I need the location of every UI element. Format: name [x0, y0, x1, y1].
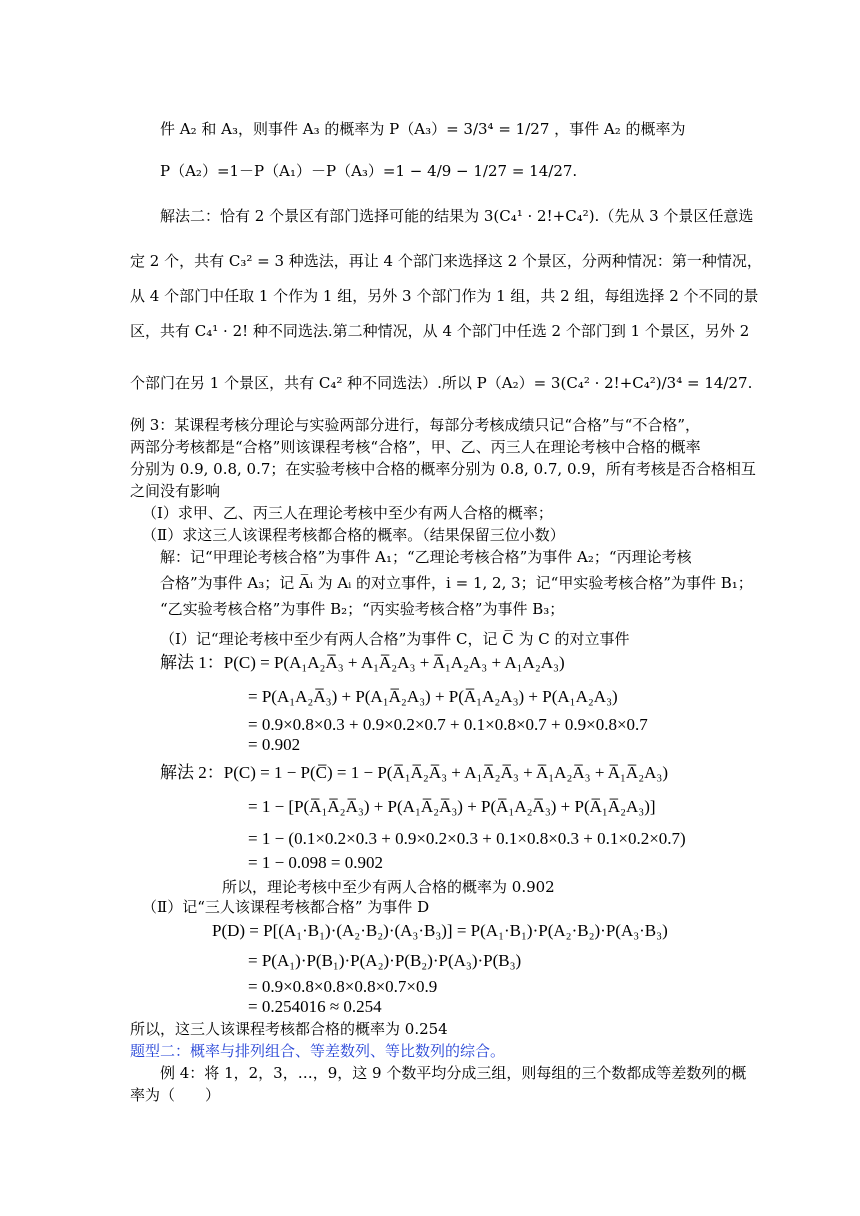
question-1: （Ⅰ）求甲、乙、丙三人在理论考核中至少有两人合格的概率； — [142, 504, 553, 522]
math-line: = 1 − [P(A̅₁A̅₂A̅₃) + P(A₁A̅₂A̅₃) + P(A̅₁A₂A̅₃) + P(A̅₁A̅₂A₃)] — [248, 797, 656, 816]
text-line: 解法二：恰有 2 个景区有部门选择可能的结果为 3(C₄¹ · 2!+C₄²).（先从 3 个景区任意选 — [160, 207, 754, 225]
math-line: = P(A₁A₂A̅₃) + P(A₁A̅₂A₃) + P(A̅₁A₂A₃) + P(A₁A₂A₃) — [248, 687, 618, 706]
example-4-line: 例 4：将 1，2，3，…，9，这 9 个数平均分成三组，则每组的三个数都成等差数列的概 — [160, 1064, 747, 1082]
math-line: = P(A₁)·P(B₁)·P(A₂)·P(B₂)·P(A₃)·P(B₃) — [248, 951, 522, 970]
conclusion-line: 所以，理论考核中至少有两人合格的概率为 0.902 — [222, 878, 555, 896]
math-line: = 0.254016 ≈ 0.254 — [248, 997, 382, 1016]
example-3-line: 例 3：某课程考核分理论与实验两部分进行，每部分考核成绩只记“合格”与“不合格”， — [130, 416, 700, 434]
math-line: 解法 1：P(C) = P(A₁A₂A̅₃ + A₁A̅₂A₃ + A̅₁A₂A₃ + A₁A₂A₃) — [160, 653, 565, 672]
math-line: = 1 − 0.098 = 0.902 — [248, 853, 384, 872]
solution-line: （Ⅰ）记“理论考核中至少有两人合格”为事件 C，记 C̅ 为 C 的对立事件 — [160, 630, 630, 648]
math-line: P(D) = P[(A₁·B₁)·(A₂·B₂)·(A₃·B₃)] = P(A₁·B₁)·P(A₂·B₂)·P(A₃·B₃) — [212, 921, 668, 940]
solution-line: 解：记“甲理论考核合格”为事件 A₁；“乙理论考核合格”为事件 A₂；“丙理论考核 — [160, 548, 692, 566]
conclusion-line: 所以，这三人该课程考核都合格的概率为 0.254 — [130, 1020, 448, 1038]
text-line: 区，共有 C₄¹ · 2! 种不同选法.第二种情况，从 4 个部门中任选 2 个部门到 1 个景区，另外 2 — [130, 322, 750, 340]
question-2-solution: （Ⅱ）记“三人该课程考核都合格” 为事件 D — [142, 898, 430, 916]
text-line: P（A₂）=1－P（A₁）－P（A₃）=1 − 4/9 − 1/27 = 14/27. — [160, 162, 578, 180]
example-3-line: 分别为 0.9, 0.8, 0.7；在实验考核中合格的概率分别为 0.8, 0.7, 0.9，所有考核是否合格相互 — [130, 460, 756, 478]
math-line: 解法 2：P(C) = 1 − P(C̅) = 1 − P(A̅₁A̅₂A̅₃ + A₁A̅₂A̅₃ + A̅₁A₂A̅₃ + A̅₁A̅₂A₃) — [160, 763, 668, 782]
section-heading: 题型二：概率与排列组合、等差数列、等比数列的综合。 — [130, 1042, 506, 1060]
question-2: （Ⅱ）求这三人该课程考核都合格的概率。（结果保留三位小数） — [142, 526, 565, 544]
math-line: = 0.902 — [248, 735, 301, 754]
math-line: = 1 − (0.1×0.2×0.3 + 0.9×0.2×0.3 + 0.1×0.8×0.3 + 0.1×0.2×0.7) — [248, 829, 686, 848]
example-4-line: 率为（ ） — [130, 1086, 221, 1104]
example-3-line: 两部分考核都是“合格”则该课程考核“合格”，甲、乙、丙三人在理论考核中合格的概率 — [130, 438, 701, 456]
text-line: 从 4 个部门中任取 1 个作为 1 组，另外 3 个部门作为 1 组，共 2 组，每组选择 2 个不同的景 — [130, 287, 759, 305]
example-3-line: 之间没有影响 — [130, 482, 221, 500]
text-line: 件 A₂ 和 A₃，则事件 A₃ 的概率为 P（A₃）= 3/3⁴ = 1/27 ，事件 A₂ 的概率为 — [160, 120, 686, 138]
solution-line: “乙实验考核合格”为事件 B₂；“丙实验考核合格”为事件 B₃； — [160, 600, 565, 618]
text-line: 定 2 个，共有 C₃² = 3 种选法，再让 4 个部门来选择这 2 个景区，分两种情况：第一种情况， — [130, 252, 762, 270]
text-line: 个部门在另 1 个景区，共有 C₄² 种不同选法）.所以 P（A₂）= 3(C₄² · 2!+C₄²)/3⁴ = 14/27. — [130, 374, 753, 392]
solution-line: 合格”为事件 A₃；记 A̅ᵢ 为 Aᵢ 的对立事件，i = 1, 2, 3；记“甲实验考核合格”为事件 B₁； — [160, 574, 753, 592]
math-line: = 0.9×0.8×0.3 + 0.9×0.2×0.7 + 0.1×0.8×0.7 + 0.9×0.8×0.7 — [248, 715, 648, 734]
math-line: = 0.9×0.8×0.8×0.8×0.7×0.9 — [248, 977, 438, 996]
